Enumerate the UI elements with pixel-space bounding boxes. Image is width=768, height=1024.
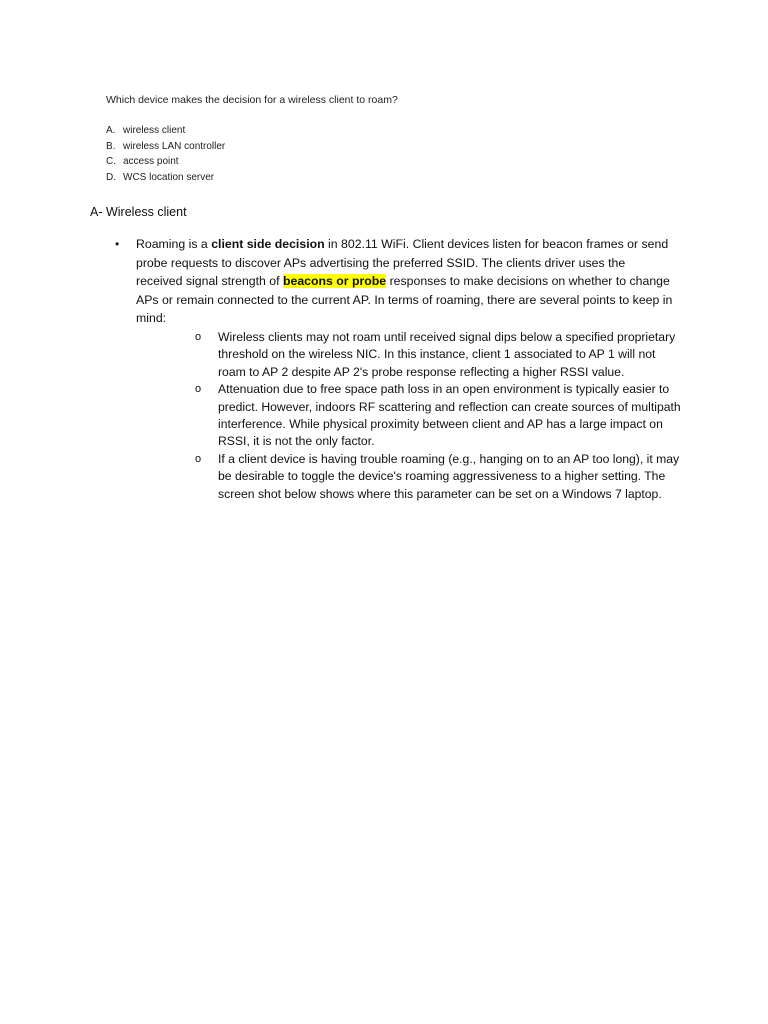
main-bullet-point: [115, 235, 675, 328]
option-c: [106, 154, 225, 170]
sub-bullet-text: Wireless clients may not roam until received signal dips below a specified proprietary threshold on the wireless NIC. In this instance, client 1 associated to AP 1 will not roam to AP 2 despite AP 2's probe response reflecting a higher RSSI value.: [218, 330, 676, 379]
circle-bullet-icon: o: [195, 452, 202, 465]
circle-bullet-icon: o: [195, 331, 202, 343]
bullet-text-part2: in 802.11 WiFi. Client devices listen for beacon frames or send probe requests to discover APs advertising the preferred SSID. The clients driver uses the received signal strength of: [136, 237, 669, 289]
option-a: [106, 123, 225, 139]
bullet-text-part3: responses to make decisions on whether to change APs or remain connected to the current AP. In terms of roaming, there are several points to keep in mind:: [136, 274, 673, 326]
sub-bullet-item: [195, 451, 685, 503]
question-text: Which device makes the decision for a wireless client to roam?: [106, 94, 398, 106]
option-text: WCS location server: [123, 171, 215, 183]
option-text: wireless client: [123, 125, 186, 136]
sub-bullet-list: [195, 329, 685, 503]
bullet-paragraph: [136, 235, 675, 328]
circle-bullet-icon: o: [195, 383, 202, 396]
option-text: wireless LAN controller: [123, 140, 226, 152]
bullet-text-part1: Roaming is a: [136, 237, 212, 251]
sub-bullet-text: If a client device is having trouble roaming (e.g., hanging on to an AP too long), it may be desirable to toggle the device's roaming aggressiveness to a higher setting. The screen shot below shows where this parameter can be set on a Windows 7 laptop.: [218, 451, 680, 501]
option-text: access point: [123, 156, 179, 168]
sub-bullet-text: Attenuation due to free space path loss in an open environment is typically easier to predict. However, indoors RF scattering and reflection can create sources of multipath interference. While physical proximity between client and AP has a large impact on RSSI, it is not the only factor.: [218, 382, 681, 449]
option-letter: C.: [106, 156, 116, 168]
option-letter: A.: [106, 125, 116, 136]
sub-bullet-item: [195, 381, 685, 451]
option-d: [106, 170, 225, 186]
answer-heading: A- Wireless client: [90, 205, 187, 219]
bullet-bold-phrase: client side decision: [211, 237, 325, 251]
highlighted-phrase: beacons or probe: [282, 274, 387, 289]
bullet-icon: •: [115, 237, 120, 251]
answer-options-list: [106, 123, 225, 185]
option-b: [106, 139, 225, 155]
option-letter: B.: [106, 140, 116, 152]
sub-bullet-item: [195, 329, 685, 381]
option-letter: D.: [106, 171, 116, 183]
